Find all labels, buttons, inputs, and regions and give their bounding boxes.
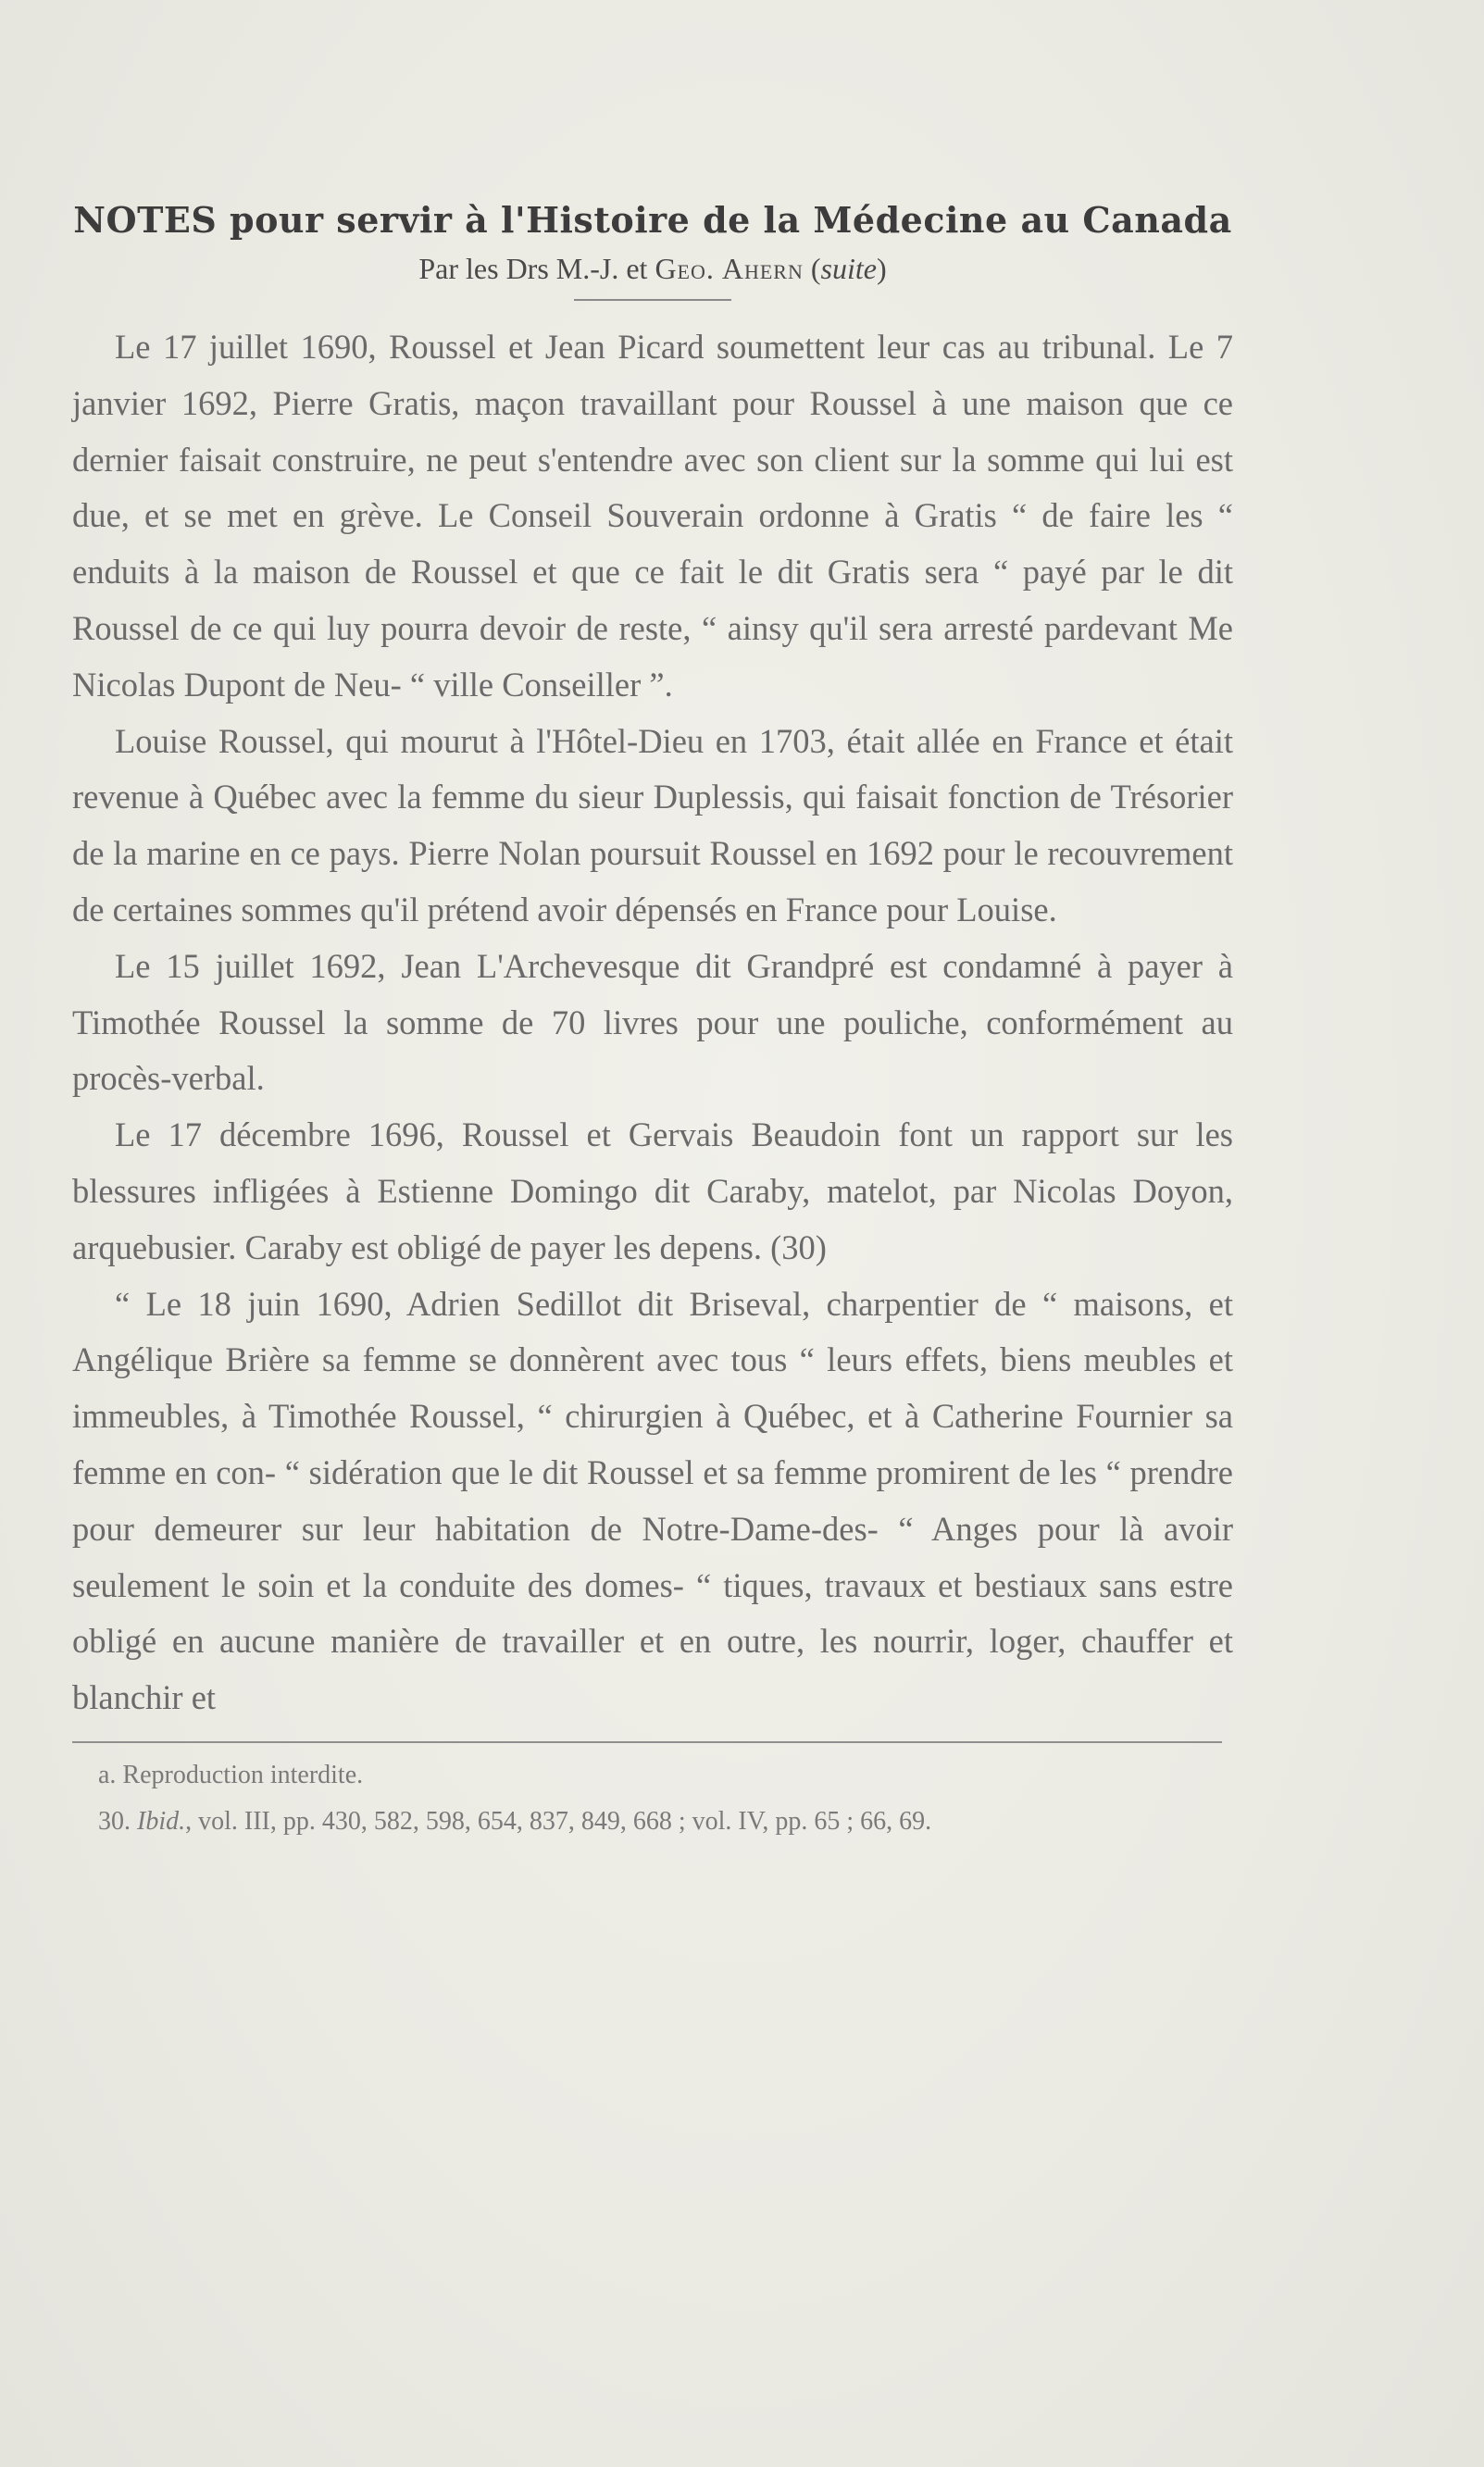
byline: Par les Drs M.-J. et Geo. Ahern (suite): [418, 251, 887, 285]
paragraph: Le 17 décembre 1696, Roussel et Gervais Beaudoin font un rapport sur les blessures infligées à Estienne Domingo dit Caraby, matelot, par Nicolas Doyon, arquebusier. Caraby est obligé de payer les depens. (30): [72, 1115, 1233, 1266]
article-title: NOTES pour servir à l'Histoire de la Médecine au Canada: [73, 199, 1232, 241]
footnote-divider: [72, 1741, 1222, 1743]
footnote-30: [98, 1799, 1233, 1845]
footnote-30-text: , vol. III, pp. 430, 582, 598, 654, 837, 849, 668 ; vol. IV, pp. 65 ; 66, 69.: [185, 1806, 932, 1836]
byline-author: Ahern: [721, 251, 804, 285]
byline-suite: suite: [820, 251, 877, 285]
footnotes: [72, 1752, 1233, 1845]
paragraph: “ Le 18 juin 1690, Adrien Sedillot dit Briseval, charpentier de “ maisons, et Angélique Brière sa femme se donnèrent avec tous “ leurs effets, biens meubles et immeubles, à Timothée Roussel, “ chirurgien à Québec, et à Catherine Fournier sa femme en con- “ sidération que le dit Roussel et sa femme promirent de les “ prendre pour demeurer sur leur habitation de Notre-Dame-des- “ Anges pour là avoir seulement le soin et la conduite des domes- “ tiques, travaux et bestiaux sans estre obligé en aucune manière de travailler et en outre, les nourrir, loger, chauffer et blanchir et: [72, 1284, 1233, 1717]
footnote-30-number: 30.: [98, 1806, 131, 1836]
article-body: [72, 319, 1233, 1726]
title-divider: [574, 299, 731, 301]
paragraph: Le 15 juillet 1692, Jean L'Archevesque dit Grandpré est condamné à payer à Timothée Roussel la somme de 70 livres pour une pouliche, conformément au procès-verbal.: [72, 946, 1233, 1098]
paragraph: Le 17 juillet 1690, Roussel et Jean Picard soumettent leur cas au tribunal. Le 7 janvier 1692, Pierre Gratis, maçon travaillant pour Roussel à une maison que ce dernier faisait construire, ne peut s'entendre avec son client sur la somme qui lui est due, et se met en grève. Le Conseil Souverain ordonne à Gratis “ de faire les “ enduits à la maison de Roussel et que ce fait le dit Gratis sera “ payé par le dit Roussel de ce qui luy pourra devoir de reste, “ ainsy qu'il sera arresté pardevant Me Nicolas Dupont de Neu- “ ville Conseiller ”.: [72, 327, 1233, 704]
article: [72, 199, 1233, 1845]
byline-prefix: Par les Drs M.-J. et: [418, 251, 655, 285]
byline-geo: Geo.: [655, 251, 715, 285]
footnote-a: a. Reproduction interdite.: [98, 1760, 364, 1789]
footnote-30-ibid: Ibid.: [137, 1806, 186, 1836]
paragraph: Louise Roussel, qui mourut à l'Hôtel-Dieu en 1703, était allée en France et était revenue à Québec avec la femme du sieur Duplessis, qui faisait fonction de Trésorier de la marine en ce pays. Pierre Nolan poursuit Roussel en 1692 pour le recouvrement de certaines sommes qu'il prétend avoir dépensés en France pour Louise.: [72, 721, 1233, 928]
